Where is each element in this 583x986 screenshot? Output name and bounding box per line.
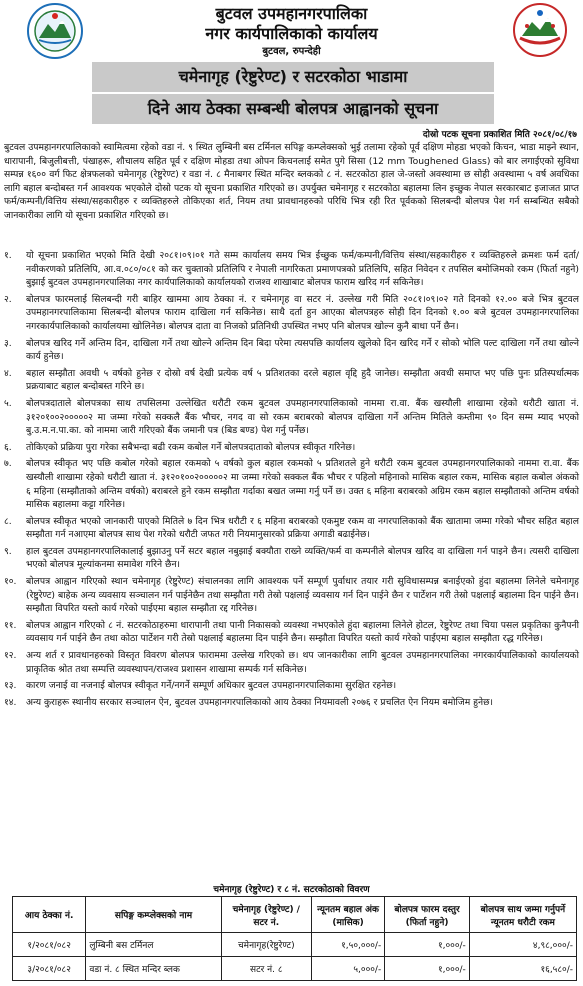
intro-paragraph: बुटवल उपमहानगरपालिकाको स्वामित्वमा रहेको वडा नं. ९ स्थित लुम्बिनी बस टर्मिनल सपिङ्ग कम्प्लेक्सको भुई तलामा रहेको पूर्व दक्षिण मोहडा भएको किचन, भाडा माझ्ने स्थान, धारापानी, बिजुलीबत्ती, पंखाहरू, शौचालय सहित पूर्व र दक्षिण मोहडा तथा ओपन किचनलाई समेत पुगे सिसा (12 mm Toughened Glass) को बार लगाईएको सुविधा सम्पन्न १६०० वर्ग फिट क्षेत्रफलको चमेनागृह (रेष्टुरेण्ट) र वडा नं. ८ मैनाबगर स्थित मन्दिर ब्लकको ८ नं. सटरकोठा हाल जे-जस्तो अवस्थामा छ सोही अवस्थामा ५ वर्ष अवधिका लागि बहाल बन्दोबस्त गर्न आवश्यक भएकोले दोस्रो पटक यो सूचना प्रकाशित गरिएको छ। उपर्युक्त चमेनागृह र सटरकोठा बहालमा लिन इच्छुक नेपाल सरकारबाट इजाजत प्राप्त फर्म/कम्पनी/वित्तिय संस्था/सहकारीहरु र व्यक्तिहरुले तोकिएका शर्त, नियम तथा प्रावधानहरुको परिधि भित्र रही रित पूर्वकको सिलबन्दी बोलपत्र पेश गर्न सम्बन्धित सबैको जानकारीका लागि यो सूचना प्रकाशित गरिएको छ। bbox=[4, 142, 579, 221]
item-number: ३. bbox=[4, 337, 12, 349]
publish-date: दोस्रो पटक सूचना प्रकाशित मिति २०८१/०८/१७ bbox=[422, 130, 577, 140]
table-cell: १६,५८०/- bbox=[469, 957, 576, 981]
item-text: बहाल सम्झौता अवधी ५ वर्षको हुनेछ र दोस्रो वर्ष देखी प्रत्येक वर्ष ५ प्रतिशतका दरले बहाल वृद्दि हुदै जानेछ। सम्झौता अवधी समाप्त भए पछि पुनः प्रतिस्पर्धात्मक प्रक्रयाबाट बहाल बन्दोबस्त गरिने छ। bbox=[26, 367, 579, 393]
item-number: ८. bbox=[4, 515, 12, 527]
list-item bbox=[4, 367, 579, 394]
list-item bbox=[4, 397, 579, 438]
item-text: अन्य कुराहरू स्थानीय सरकार सञ्चालन ऐन, बुटवल उपमहानगरपालिकाको आय ठेक्का नियमावली २०७६ र प्रचलित ऐन नियम बमोजिम हुनेछ। bbox=[26, 696, 494, 708]
item-text: बोलपत्र फारमलाई सिलबन्दी गरी बाहिर खाममा आय ठेक्का नं. र चमेनागृह वा सटर नं. उल्लेख गरी मिति २०८१।०९।०२ गते दिनको १२.०० बजे भित्र बुटवल उपमहानगरपालिकामा सिलबन्दी बोलपत्र फाराम दाखिला गर्न सकिनेछ। साथै दर्ता हुन आएका बोलपत्रहरु सोही दिन दिनको १.०० बजे बुटवल उपमहानगरपालिका नगरकार्यपालिकाको कार्यालयमा खोलिनेछ। बोलपत्र दाता वा निजको प्रतिनिधी उपस्थित नभए पनि बोलपत्र खोल्न कुनै बाधा पर्ने छैन। bbox=[26, 293, 579, 332]
list-item bbox=[4, 575, 579, 616]
item-number: ७. bbox=[4, 458, 12, 470]
item-number: २. bbox=[4, 293, 12, 305]
nepal-government-emblem-icon bbox=[512, 2, 568, 58]
table-cell: लुम्बिनी बस टर्मिनल bbox=[86, 933, 221, 957]
item-text: बोलपत्र आह्वान गरिएको ८ नं. सटरकोठाहरुमा धारापानी तथा पानी निकासको व्यवस्था नभएकोले हुंदा बहालमा लिनेले होटल, रेष्टुरेण्ट तथा चिया पसल प्रकृतिका कुनैपनी व्यवसाय गर्न पाईने छैन तथा कोठा पार्टेशन गरी तेस्रो पक्षलाई बहालमा दिन पाईने छैन। सम्झौता विपरित यस्तो कार्य गरेको पाईएमा बहाल सम्झौता रद्ध गरिनेछ। bbox=[26, 619, 579, 645]
item-text: बोलपत्र स्वीकृत भएको जानकारी पाएको मितिले ७ दिन भित्र धरौटी र ६ महिना बराबरको एकमुष्ट रकम वा नगरपालिकाको बैंक खातामा जम्मा गरेको भौचर सहित बहाल सम्झौता गर्न नआएमा बोलपत्र साथ पेश गरेको धरौटी जफत गरी नियमानुसारको प्रक्रिया अगाडी बढाईनेछ। bbox=[26, 515, 579, 541]
item-number: १२. bbox=[4, 650, 17, 662]
list-item bbox=[4, 545, 579, 572]
table-header-row bbox=[13, 897, 577, 933]
table-cell: ३/२०८१/०८२ bbox=[13, 957, 86, 981]
item-number: १. bbox=[4, 250, 12, 261]
item-number: १४. bbox=[4, 696, 17, 708]
list-item bbox=[4, 337, 579, 364]
office-name: नगर कार्यपालिकाको कार्यालय bbox=[205, 24, 378, 43]
column-header: सपिङ्ग कम्प्लेक्सको नाम bbox=[86, 897, 221, 933]
list-item bbox=[4, 441, 579, 455]
table-cell: १/२०८१/०८२ bbox=[13, 933, 86, 957]
table-cell: ५,०००/- bbox=[311, 957, 384, 981]
list-item bbox=[4, 619, 579, 646]
item-text: बोलपत्र आह्वान गरिएको स्थान चमेनागृह (रेष्टुरेण्ट) संचालनका लागि आवश्यक पर्ने सम्पूर्ण पुर्वाधार तयार गरी सुविधासम्पन्न बनाईएको हुंदा बहालमा लिनेले चमेनागृह (रेष्टुरेण्ट) बाहेक अन्य व्यवसाय सञ्चालन गर्न पाईनेछैन तथा सम्झौता गरी तेस्रो पक्षलाई व्यवसाय गर्न दिन पाईने छैन र पार्टेशन गरी तेस्रो पक्षलाई बहालमा दिन पाईने छैन। सम्झौता विपरित यस्तो कार्य गरेको पाईएमा बहाल सम्झौता रद्द गरिनेछ। bbox=[26, 576, 579, 615]
column-header: आय ठेक्का नं. bbox=[13, 897, 86, 933]
table-title: चमेनागृह (रेष्टुरेण्ट) र ८ नं. सटरकोठाको विवरण bbox=[213, 885, 370, 895]
table-cell: ४,९८,०००/- bbox=[469, 933, 576, 957]
table-cell: चमेनागृह(रेष्टुरेण्ट) bbox=[221, 933, 311, 957]
list-item bbox=[4, 649, 579, 676]
item-text: कारण जनाई वा नजनाई बोलपत्र स्वीकृत गर्ने/नगर्ने सम्पूर्ण अधिकार बुटवल उपमहानगरपालिकामा सुरक्षित रहनेछ। bbox=[26, 680, 397, 692]
item-text: तोकिएको प्रक्रिया पुरा गरेका सबैभन्दा बढी रकम कबोल गर्ने बोलपत्रदाताको बोलपत्र स्वीकृत गरिनेछ। bbox=[26, 441, 356, 453]
item-text: बोलपत्र स्वीकृत भए पछि कबोल गरेको बहाल रकमको ५ वर्षको कुल बहाल रकमको ५ प्रतिशतले हुने धरौटी रकम बुटवल उपमहानगरपालिकाको नाममा रा.वा. बैंक खस्यौली शाखामा रहेको धरौटी खाता नं. ३१२०१००२०००००२ मा जम्मा गरेको सक्कल बैंक भौचर र पहिलो महिनाको मासिक बहाल रकम, मासिक बहाल कबोल अंकको ६ महिना (सम्झौताको अन्तिम वर्षको) बराबरले हुने रकम सम्झौता गर्दाका बखत जम्मा गर्नु पर्ने छ। उक्त ६ महिना बराबरको अग्रिम रकम बहाल सम्झौताको अन्तिम वर्षको मासिक बहालमा कट्टा गरिनेछ। bbox=[26, 458, 579, 511]
item-number: ९. bbox=[4, 545, 12, 557]
column-header: बोलपत्र फारम दस्तुर (फिर्ता नहुने) bbox=[385, 897, 470, 933]
notice-title-line2: दिने आय ठेक्का सम्बन्धी बोलपत्र आह्वानको सूचना bbox=[92, 94, 494, 124]
table-row bbox=[13, 933, 577, 957]
item-text: हाल बुटवल उपमहानगरपालिकालाई बुझाउनु पर्ने सटर बहाल नबुझाई बक्यौता राख्ने व्यक्ति/फर्म वा कम्पनीले बोलपत्र खरिद वा दाखिला गर्न पाइने छैन। त्यसरी दाखिला भएको बोलपत्र मूल्यांकनमा समावेश गरिने छैन। bbox=[26, 545, 579, 571]
table-cell: १,०००/- bbox=[385, 933, 470, 957]
list-item bbox=[4, 679, 579, 693]
item-number: ४. bbox=[4, 367, 12, 379]
table-cell: १,५०,०००/- bbox=[311, 933, 384, 957]
org-name: बुटवल उपमहानगरपालिका bbox=[215, 4, 368, 23]
table-cell: वडा नं. ८ स्थित मन्दिर ब्लक bbox=[86, 957, 221, 981]
item-number: ११. bbox=[4, 619, 17, 631]
notice-title-line1: चमेनागृह (रेष्टुरेण्ट) र सटरकोठा भाडामा bbox=[92, 62, 494, 92]
notice-header bbox=[0, 0, 583, 62]
item-number: ५. bbox=[4, 397, 12, 409]
item-number: १३. bbox=[4, 680, 17, 692]
column-header: चमेनागृह (रेष्टुरेण्ट) / सटर नं. bbox=[221, 897, 311, 933]
conditions-list bbox=[4, 249, 579, 712]
table-cell: सटर नं. ८ bbox=[221, 957, 311, 981]
item-number: १०. bbox=[4, 576, 17, 588]
list-item bbox=[4, 696, 579, 710]
item-text: बोलपत्रदाताले बोलपत्रका साथ तपसिलमा उल्लेखित धरौटी रकम बुटवल उपमहानगरपालिकाको नाममा रा.वा. बैंक खस्यौली शाखामा रहेको धरौटी खाता नं. ३१२०१००२०००००२ मा जम्मा गरेको सक्कलै बैंक भौचर, नगद वा सो रकम बराबरको बोलपत्र दाखिला गर्ने अन्तिम मितिले कम्तीमा ९० दिन सम्म म्याद भएको बु.उ.म.न.पा.का. को नाममा जारी गरिएको बैंक जमानी पत्र (बिड बण्ड) पेश गर्नु पर्नेछ। bbox=[26, 397, 579, 437]
item-text: यो सूचना प्रकाशित भएको मिति देखी २०८१।०९।०१ गते सम्म कार्यालय समय भित्र ईच्छुक फर्म/कम्पनी/वित्तिय संस्था/सहकारीहरु र व्यक्तिहरुले क्रमशः फर्म दर्ता/नवीकरणको प्रतिलिपि, आ.व.०८०/०८१ को कर चुक्ताको प्रतिलिपि र नेपाली नागरिकता प्रमाणपत्रको प्रतिलिपि, सहित निवेदन र तपसिल बमोजिमको रकम (फिर्ता नहुने) बुझाई बुटवल उपमहानगरपालिका नगर कार्यपालिकाको कार्यालयको राजश्व शाखाबाट बोलपत्र फाराम खरिद गर्न सकिनेछ। bbox=[26, 250, 579, 289]
list-item bbox=[4, 457, 579, 511]
table-row bbox=[13, 957, 577, 981]
column-header: न्यूनतम बहाल अंक (मासिक) bbox=[311, 897, 384, 933]
table-cell: १,०००/- bbox=[385, 957, 470, 981]
item-text: बोलपत्र खरिद गर्ने अन्तिम दिन, दाखिला गर्ने तथा खोल्ने अन्तिम दिन बिदा परेमा त्यसपछि कार्यालय खुलेको दिन खरिद गर्ने र सोको भोलि पल्ट दाखिला गर्ने तथा खोल्ने कार्य हुनेछ। bbox=[26, 337, 579, 363]
column-header: बोलपत्र साथ जम्मा गर्नुपर्ने न्यूनतम धरौटी रकम bbox=[469, 897, 576, 933]
office-location: बुटवल, रुपन्देही bbox=[262, 46, 321, 57]
details-table bbox=[12, 896, 577, 981]
list-item bbox=[4, 249, 579, 290]
list-item bbox=[4, 515, 579, 542]
list-item bbox=[4, 293, 579, 334]
item-number: ६. bbox=[4, 441, 12, 453]
item-text: अन्य शर्त र प्रावधानहरुको विस्तृत विवरण बोलपत्र फाराममा उल्लेख गरिएको छ। थप जानकारीका लागि बुटवल उपमहानगरपालिका नगरकार्यपालिकाको कार्यालयको प्राकृतिक श्रोत तथा सम्पत्ति व्यवस्थापन/राजश्व प्रशासन शाखामा सम्पर्क गर्न सकिनेछ। bbox=[26, 650, 579, 675]
